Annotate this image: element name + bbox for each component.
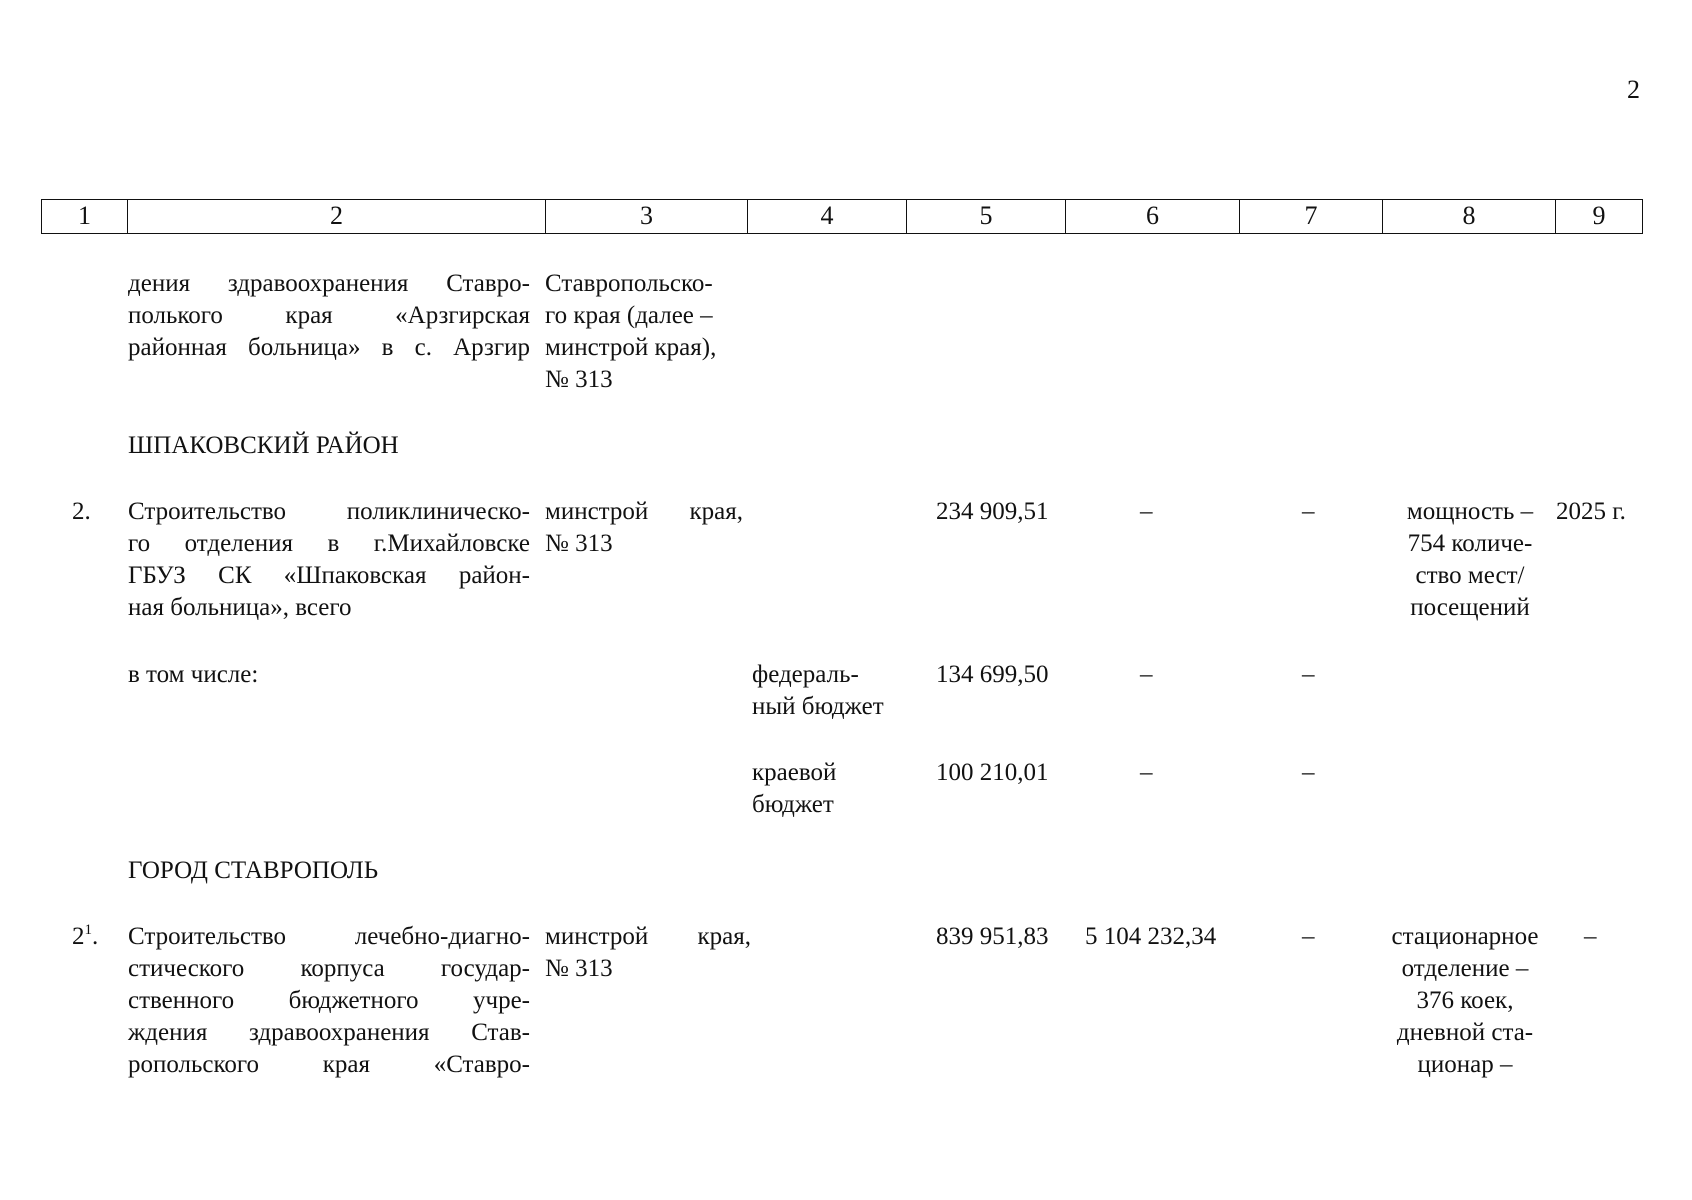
row-number-base: 2	[72, 923, 85, 950]
header-col-8: 8	[1383, 200, 1556, 233]
row21-col6: 5 104 232,34	[1085, 923, 1217, 950]
section-heading-stavropol: ГОРОД СТАВРОПОЛЬ	[128, 857, 379, 884]
including-label: в том числе:	[128, 661, 259, 688]
text-line: отделение –	[1401, 955, 1529, 982]
text-line: го края (далее –	[545, 302, 713, 329]
continued-row-name	[128, 268, 530, 364]
text-line: 754 количе-	[1407, 530, 1533, 557]
text-line: полького края «Арзгирская	[128, 302, 530, 329]
row21-capacity	[1370, 921, 1560, 1081]
header-col-4: 4	[748, 200, 907, 233]
regional-col7: –	[1302, 759, 1315, 786]
row21-col9: –	[1584, 923, 1597, 950]
row2-name	[128, 496, 530, 624]
text-line: федераль-	[752, 661, 859, 688]
text-line: краевой	[752, 759, 837, 786]
text-line: ционар –	[1417, 1051, 1513, 1078]
text-line: ный бюджет	[752, 693, 884, 720]
text-line: 376 коек,	[1416, 987, 1514, 1014]
text-line: минстрой края,	[545, 923, 751, 950]
row-number-suffix: .	[92, 923, 99, 950]
federal-budget-label	[752, 659, 884, 723]
header-col-9: 9	[1592, 201, 1606, 230]
row2-capacity	[1380, 496, 1560, 624]
row2-col7: –	[1302, 498, 1315, 525]
federal-col7: –	[1302, 661, 1315, 688]
header-col-7: 7	[1240, 200, 1383, 233]
row21-name	[128, 921, 530, 1081]
row21-col5: 839 951,83	[936, 923, 1049, 950]
text-line: ждения здравоохранения Став-	[128, 1019, 530, 1046]
text-line: бюджет	[752, 791, 834, 818]
regional-col5: 100 210,01	[936, 759, 1049, 786]
text-line: районная больница» в с. Арзгир	[128, 334, 530, 361]
text-line: № 313	[545, 530, 613, 557]
text-line: ГБУЗ СК «Шпаковская район-	[128, 562, 530, 589]
text-line: ство мест/	[1415, 562, 1525, 589]
continued-row-customer	[545, 268, 745, 396]
row2-customer	[545, 496, 743, 560]
text-line: ропольского края «Ставро-	[128, 1051, 530, 1078]
text-line: Строительство поликлиническо-	[128, 498, 530, 525]
text-line: ственного бюджетного учре-	[128, 987, 530, 1014]
header-col-1: 1	[42, 200, 128, 233]
text-line: дения здравоохранения Ставро-	[128, 270, 530, 297]
text-line: № 313	[545, 955, 613, 982]
row21-col7: –	[1302, 923, 1315, 950]
text-line: № 313	[545, 366, 613, 393]
text-line: минстрой края,	[545, 498, 743, 525]
row-number	[72, 921, 98, 953]
regional-budget-label	[752, 757, 836, 821]
header-col-3: 3	[546, 200, 748, 233]
row-number-sup: 1	[84, 922, 92, 938]
text-line: го отделения в г.Михайловске	[128, 530, 530, 557]
row2-col6: –	[1140, 498, 1153, 525]
header-col-5: 5	[907, 200, 1066, 233]
text-line: посещений	[1410, 594, 1530, 621]
federal-col6: –	[1140, 661, 1153, 688]
row2-col5: 234 909,51	[936, 498, 1049, 525]
federal-col5: 134 699,50	[936, 661, 1049, 688]
row-number: 2.	[72, 498, 91, 525]
header-col-6: 6	[1066, 200, 1240, 233]
text-line: ная больница», всего	[128, 594, 352, 621]
row2-year: 2025 г.	[1556, 498, 1626, 525]
text-line: стического корпуса государ-	[128, 955, 530, 982]
text-line: мощность –	[1406, 498, 1534, 525]
text-line: дневной ста-	[1396, 1019, 1534, 1046]
header-col-2: 2	[128, 200, 546, 233]
table-header-row	[41, 199, 1643, 234]
text-line: Строительство лечебно-диагно-	[128, 923, 530, 950]
page-number: 2	[1627, 75, 1640, 104]
regional-col6: –	[1140, 759, 1153, 786]
text-line: Ставропольско-	[545, 270, 713, 297]
section-heading-shpakovsky: ШПАКОВСКИЙ РАЙОН	[128, 432, 399, 459]
text-line: минстрой края),	[545, 334, 717, 361]
text-line: стационарное	[1391, 923, 1539, 950]
row21-customer	[545, 921, 751, 985]
